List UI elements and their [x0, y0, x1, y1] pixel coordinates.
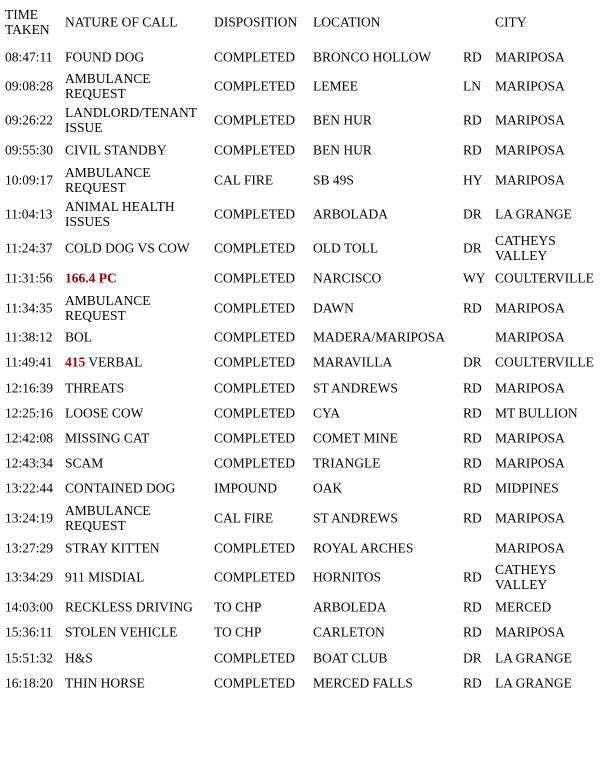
- time-cell: 13:24:19: [5, 510, 54, 526]
- time-cell: 09:26:22: [5, 112, 54, 128]
- nature-line: CONTAINED DOG: [65, 480, 176, 496]
- city-line: MARIPOSA: [495, 329, 565, 345]
- table-header-row: [0, 0, 614, 44]
- time-cell: 11:38:12: [5, 329, 53, 345]
- location-cell: DAWN: [313, 300, 354, 316]
- city-cell: [495, 405, 578, 420]
- nature-line: [65, 270, 117, 285]
- time-cell: 15:36:11: [5, 624, 53, 640]
- city-line: MARIPOSA: [495, 540, 565, 556]
- time-cell: 13:27:29: [5, 540, 54, 556]
- time-cell: 14:03:00: [5, 599, 54, 615]
- disposition-cell: COMPLETED: [214, 405, 295, 421]
- nature-cell: [65, 456, 103, 471]
- city-cell: [495, 650, 572, 665]
- city-cell: [495, 270, 594, 285]
- nature-line: REQUEST: [65, 179, 126, 195]
- disposition-cell: COMPLETED: [214, 329, 295, 345]
- location-cell: BEN HUR: [313, 142, 372, 158]
- city-cell: [495, 456, 565, 471]
- nature-line: CIVIL STANDBY: [65, 142, 167, 158]
- nature-cell: [65, 143, 167, 158]
- time-cell: 11:24:37: [5, 240, 53, 256]
- city-line: COULTERVILLE: [495, 354, 594, 370]
- city-cell: [495, 600, 551, 615]
- location-cell: ST ANDREWS: [313, 380, 398, 396]
- city-cell: [495, 207, 572, 222]
- city-line: MARIPOSA: [495, 49, 565, 65]
- city-line: MARIPOSA: [495, 112, 565, 128]
- time-cell: 11:34:35: [5, 300, 53, 316]
- time-cell: 11:04:13: [5, 206, 53, 222]
- penal-code-label: 415: [65, 354, 86, 370]
- disposition-cell: COMPLETED: [214, 300, 295, 316]
- city-cell: [495, 562, 556, 592]
- nature-line: RECKLESS DRIVING: [65, 599, 193, 615]
- city-cell: [495, 431, 565, 446]
- nature-line: REQUEST: [65, 307, 126, 323]
- time-cell: 16:18:20: [5, 675, 54, 691]
- nature-cell: [65, 293, 151, 323]
- location-cell: MARAVILLA: [313, 354, 393, 370]
- nature-line: STRAY KITTEN: [65, 540, 160, 556]
- street-suffix-cell: HY: [463, 172, 483, 188]
- disposition-cell: CAL FIRE: [214, 510, 274, 526]
- nature-cell: [65, 405, 143, 420]
- nature-line: LOOSE COW: [65, 405, 144, 421]
- nature-cell: [65, 355, 142, 370]
- disposition-cell: COMPLETED: [214, 430, 295, 446]
- disposition-cell: TO CHP: [214, 599, 262, 615]
- disposition-cell: COMPLETED: [214, 650, 295, 666]
- city-line: MARIPOSA: [495, 430, 565, 446]
- table-row: [0, 501, 614, 535]
- nature-line: THIN HORSE: [65, 675, 145, 691]
- nature-line: BOL: [65, 329, 92, 345]
- city-cell: [495, 481, 559, 496]
- city-line: COULTERVILLE: [495, 270, 594, 286]
- city-line: CATHEYS: [495, 233, 556, 249]
- time-cell: 09:08:28: [5, 78, 54, 94]
- city-line: MARIPOSA: [495, 172, 565, 188]
- time-cell: 12:16:39: [5, 380, 54, 396]
- nature-line: MISSING CAT: [65, 430, 150, 446]
- nature-cell: [65, 330, 92, 345]
- street-suffix-cell: RD: [463, 624, 482, 640]
- city-line: VALLEY: [495, 577, 548, 593]
- time-cell: 08:47:11: [5, 49, 53, 65]
- table-row: [0, 535, 614, 560]
- nature-cell: [65, 540, 160, 555]
- location-cell: OLD TOLL: [313, 240, 379, 256]
- nature-cell: [65, 71, 151, 101]
- nature-line: AMBULANCE: [65, 164, 151, 180]
- table-row: [0, 476, 614, 501]
- street-suffix-cell: DR: [463, 206, 482, 222]
- nature-cell: [65, 199, 175, 229]
- table-row: [0, 595, 614, 620]
- nature-cell: [65, 650, 93, 665]
- location-cell: SB 49S: [313, 172, 354, 188]
- time-cell: 12:25:16: [5, 405, 54, 421]
- street-suffix-cell: RD: [463, 380, 482, 396]
- city-line: CATHEYS: [495, 562, 556, 578]
- nature-cell: [65, 165, 151, 195]
- disposition-cell: COMPLETED: [214, 112, 295, 128]
- city-cell: [495, 675, 572, 690]
- table-row: [0, 620, 614, 645]
- nature-line: AMBULANCE: [65, 71, 151, 87]
- nature-line: ISSUE: [65, 120, 103, 136]
- header-time-taken: [5, 7, 50, 37]
- city-line: LA GRANGE: [495, 675, 572, 691]
- location-cell: CARLETON: [313, 624, 385, 640]
- table-row: [0, 560, 614, 594]
- location-cell: TRIANGLE: [313, 455, 381, 471]
- disposition-cell: COMPLETED: [214, 569, 295, 585]
- nature-line: 911 MISDIAL: [65, 569, 145, 585]
- disposition-cell: COMPLETED: [214, 540, 295, 556]
- street-suffix-cell: DR: [463, 354, 482, 370]
- table-row: [0, 265, 614, 290]
- table-row: [0, 645, 614, 670]
- city-cell: [495, 79, 565, 94]
- nature-line: SCAM: [65, 455, 104, 471]
- table-row: [0, 291, 614, 325]
- nature-cell: [65, 503, 151, 533]
- street-suffix-cell: RD: [463, 569, 482, 585]
- city-line: MARIPOSA: [495, 380, 565, 396]
- city-line: MIDPINES: [495, 480, 559, 496]
- location-cell: ST ANDREWS: [313, 510, 398, 526]
- location-cell: NARCISCO: [313, 270, 382, 286]
- street-suffix-cell: RD: [463, 455, 482, 471]
- location-cell: MERCED FALLS: [313, 675, 413, 691]
- table-row: [0, 44, 614, 69]
- header-disposition: DISPOSITION: [214, 14, 298, 30]
- nature-line: FOUND DOG: [65, 49, 145, 65]
- city-cell: [495, 625, 565, 640]
- city-cell: [495, 540, 565, 555]
- street-suffix-cell: DR: [463, 650, 482, 666]
- time-cell: 10:09:17: [5, 172, 54, 188]
- table-row: [0, 670, 614, 695]
- city-cell: [495, 300, 565, 315]
- street-suffix-cell: RD: [463, 300, 482, 316]
- nature-line: ISSUES: [65, 214, 111, 230]
- location-cell: BRONCO HOLLOW: [313, 49, 432, 65]
- disposition-cell: COMPLETED: [214, 354, 295, 370]
- disposition-cell: COMPLETED: [214, 270, 295, 286]
- table-row: [0, 400, 614, 425]
- nature-line: ANIMAL HEALTH: [65, 199, 175, 215]
- street-suffix-cell: RD: [463, 142, 482, 158]
- location-cell: LEMEE: [313, 78, 358, 94]
- nature-line: THREATS: [65, 380, 125, 396]
- nature-line: H&S: [65, 650, 93, 666]
- city-line: VALLEY: [495, 248, 548, 264]
- table-row: [0, 425, 614, 450]
- time-cell: 12:42:08: [5, 430, 54, 446]
- disposition-cell: COMPLETED: [214, 240, 295, 256]
- nature-text: VERBAL: [88, 354, 143, 370]
- location-cell: COMET MINE: [313, 430, 398, 446]
- street-suffix-cell: RD: [463, 405, 482, 421]
- table-row: [0, 103, 614, 137]
- table-body: [0, 44, 614, 695]
- header-time-line1: TIME: [5, 7, 38, 22]
- nature-line: COLD DOG VS COW: [65, 240, 190, 256]
- city-cell: [495, 113, 565, 128]
- city-line: MARIPOSA: [495, 455, 565, 471]
- city-line: MARIPOSA: [495, 300, 565, 316]
- time-cell: 09:55:30: [5, 142, 54, 158]
- location-cell: CYA: [313, 405, 341, 421]
- nature-line: LANDLORD/TENANT: [65, 105, 197, 121]
- city-line: MARIPOSA: [495, 142, 565, 158]
- city-line: MERCED: [495, 599, 552, 615]
- nature-cell: [65, 570, 144, 585]
- nature-cell: [65, 49, 144, 64]
- location-cell: ARBOLEDA: [313, 599, 387, 615]
- disposition-cell: CAL FIRE: [214, 172, 274, 188]
- disposition-cell: COMPLETED: [214, 142, 295, 158]
- nature-line: REQUEST: [65, 86, 126, 102]
- location-cell: ROYAL ARCHES: [313, 540, 414, 556]
- city-line: MT BULLION: [495, 405, 578, 421]
- street-suffix-cell: RD: [463, 112, 482, 128]
- disposition-cell: COMPLETED: [214, 206, 295, 222]
- table-row: [0, 451, 614, 476]
- city-line: LA GRANGE: [495, 650, 572, 666]
- header-time-line2: TAKEN: [5, 22, 50, 37]
- time-cell: 11:49:41: [5, 354, 53, 370]
- nature-cell: [65, 105, 197, 135]
- city-cell: [495, 511, 565, 526]
- disposition-cell: COMPLETED: [214, 455, 295, 471]
- street-suffix-cell: WY: [463, 270, 486, 286]
- nature-cell: [65, 625, 177, 640]
- disposition-cell: COMPLETED: [214, 78, 295, 94]
- table-row: [0, 69, 614, 103]
- header-city: CITY: [495, 14, 527, 30]
- disposition-cell: COMPLETED: [214, 49, 295, 65]
- city-cell: [495, 330, 565, 345]
- disposition-cell: COMPLETED: [214, 675, 295, 691]
- nature-cell: [65, 380, 124, 395]
- time-cell: 15:51:32: [5, 650, 54, 666]
- table-row: [0, 231, 614, 265]
- nature-line: [65, 355, 142, 370]
- time-cell: 13:22:44: [5, 480, 54, 496]
- street-suffix-cell: RD: [463, 510, 482, 526]
- location-cell: HORNITOS: [313, 569, 382, 585]
- street-suffix-cell: RD: [463, 480, 482, 496]
- city-cell: [495, 380, 565, 395]
- location-cell: ARBOLADA: [313, 206, 389, 222]
- nature-cell: [65, 431, 149, 446]
- nature-cell: [65, 270, 117, 285]
- street-suffix-cell: DR: [463, 240, 482, 256]
- street-suffix-cell: RD: [463, 675, 482, 691]
- street-suffix-cell: RD: [463, 599, 482, 615]
- location-cell: MADERA/MARIPOSA: [313, 329, 446, 345]
- city-cell: [495, 172, 565, 187]
- city-line: LA GRANGE: [495, 206, 572, 222]
- header-location: LOCATION: [313, 14, 381, 30]
- time-cell: 11:31:56: [5, 270, 53, 286]
- city-cell: [495, 143, 565, 158]
- disposition-cell: TO CHP: [214, 624, 262, 640]
- nature-cell: [65, 481, 175, 496]
- table-row: [0, 197, 614, 231]
- street-suffix-cell: RD: [463, 430, 482, 446]
- location-cell: BOAT CLUB: [313, 650, 388, 666]
- disposition-cell: COMPLETED: [214, 380, 295, 396]
- time-cell: 12:43:34: [5, 455, 54, 471]
- table-row: [0, 138, 614, 163]
- time-cell: 13:34:29: [5, 569, 54, 585]
- nature-line: AMBULANCE: [65, 292, 151, 308]
- city-line: MARIPOSA: [495, 78, 565, 94]
- table-row: [0, 350, 614, 375]
- nature-line: REQUEST: [65, 518, 126, 534]
- table-row: [0, 163, 614, 197]
- city-cell: [495, 233, 556, 263]
- street-suffix-cell: LN: [463, 78, 481, 94]
- location-cell: BEN HUR: [313, 112, 372, 128]
- city-cell: [495, 355, 594, 370]
- header-nature-of-call: NATURE OF CALL: [65, 14, 178, 30]
- nature-line: STOLEN VEHICLE: [65, 624, 178, 640]
- penal-code-label: 166.4 PC: [65, 270, 117, 286]
- nature-cell: [65, 675, 145, 690]
- city-line: MARIPOSA: [495, 624, 565, 640]
- table-row: [0, 325, 614, 350]
- nature-line: AMBULANCE: [65, 503, 151, 519]
- nature-cell: [65, 241, 190, 256]
- street-suffix-cell: RD: [463, 49, 482, 65]
- table-row: [0, 375, 614, 400]
- city-cell: [495, 49, 565, 64]
- location-cell: OAK: [313, 480, 343, 496]
- disposition-cell: IMPOUND: [214, 480, 278, 496]
- nature-cell: [65, 600, 193, 615]
- city-line: MARIPOSA: [495, 510, 565, 526]
